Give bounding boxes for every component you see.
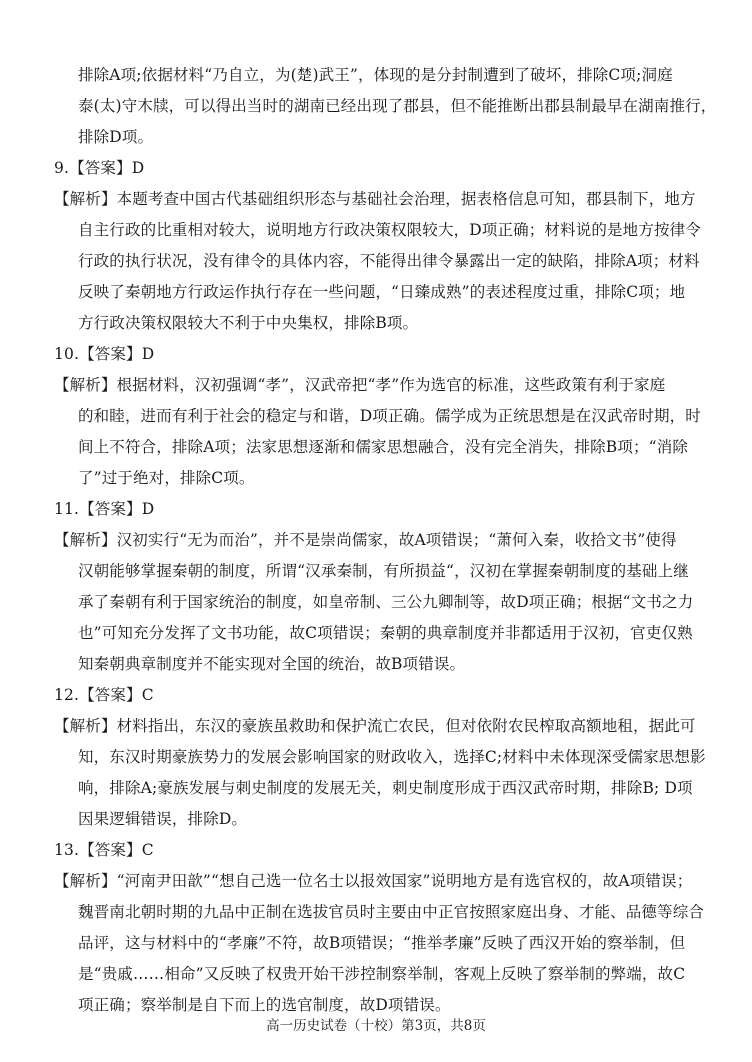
analysis-line: 【解析】汉初实行“无为而治”，并不是崇尚儒家，故A项错误；“萧何入秦，收拾文书”使得: [54, 531, 677, 549]
analysis-line: 品评，这与材料中的“孝廉”不符，故B项错误；“推举孝廉”反映了西汉开始的察举制，但: [78, 934, 686, 952]
analysis-line: 间上不符合，排除A项；法家思想逐渐和儒家思想融合，没有完全消失，排除B项；“消除: [78, 438, 689, 456]
analysis-line: 项正确；察举制是自下而上的选官制度，故D项错误。: [78, 996, 451, 1014]
answer-heading: 11.【答案】D: [54, 500, 155, 518]
analysis-line: 反映了秦朝地方行政运作执行存在一些问题，“日臻成熟”的表述程度过重，排除C项；地: [78, 283, 686, 301]
answer-heading: 9.【答案】D: [54, 159, 145, 177]
intro-line: 泰(太)守木牍，可以得出当时的湖南已经出现了郡县，但不能推断出郡县制最早在湖南推行，: [78, 97, 717, 115]
analysis-line: 响，排除A;豪族发展与刺史制度的发展无关，刺史制度形成于西汉武帝时期，排除B; D项: [78, 779, 693, 797]
analysis-line: 魏晋南北朝时期的九品中正制在选拔官员时主要由中正官按照家庭出身、才能、品德等综合: [78, 903, 705, 921]
analysis-line: 【解析】材料指出，东汉的豪族虽救助和保护流亡农民，但对依附农民榨取高额地租，据此可: [54, 717, 696, 735]
analysis-line: 了”过于绝对，排除C项。: [78, 469, 255, 487]
analysis-line: 是“贵戚……相命”又反映了权贵开始干涉控制察举制，客观上反映了察举制的弊端，故C: [78, 965, 686, 983]
analysis-line: 【解析】根据材料，汉初强调“孝”，汉武帝把“孝”作为选官的标准，这些政策有利于家庭: [54, 376, 666, 394]
analysis-line: 因果逻辑错误，排除D。: [78, 810, 248, 828]
page-footer: 高一历史试卷（十校）第3页，共8页: [266, 1018, 486, 1034]
analysis-line: 知秦朝典章制度并不能实现对全国的统治，故B项错误。: [78, 655, 466, 673]
analysis-line: 方行政决策权限较大不利于中央集权，排除B项。: [78, 314, 419, 332]
answer-heading: 12.【答案】C: [54, 686, 154, 704]
analysis-line: 行政的执行状况，没有律令的具体内容，不能得出律令暴露出一定的缺陷，排除A项；材料: [78, 252, 700, 270]
analysis-line: 知，东汉时期豪族势力的发展会影响国家的财政收入，选择C;材料中未体现深受儒家思想影: [78, 748, 706, 766]
answer-heading: 13.【答案】C: [54, 841, 154, 859]
intro-line: 排除A项;依据材料“乃自立，为(楚)武王”，体现的是分封制遭到了破坏，排除C项;洞庭: [78, 66, 673, 84]
analysis-line: 汉朝能够掌握秦朝的制度，所谓“汉承秦制，有所损益“，汉初在掌握秦朝制度的基础上继: [78, 562, 689, 580]
answer-heading: 10.【答案】D: [54, 345, 155, 363]
analysis-line: 【解析】本题考查中国古代基础组织形态与基础社会治理，据表格信息可知，郡县制下，地方: [54, 190, 696, 208]
analysis-line: 的和睦，进而有利于社会的稳定与和谐，D项正确。儒学成为正统思想是在汉武帝时期，时: [78, 407, 701, 425]
analysis-line: 自主行政的比重相对较大，说明地方行政决策权限较大，D项正确；材料说的是地方按律令: [78, 221, 701, 239]
analysis-line: 【解析】“河南尹田歆”“想自己选一位名士以报效国家”说明地方是有选官权的，故A项错误；: [54, 872, 693, 890]
analysis-line: 也”可知充分发挥了文书功能，故C项错误；秦朝的典章制度并非都适用于汉初，官吏仅熟: [78, 624, 693, 642]
analysis-line: 承了秦朝有利于国家统治的制度，如皇帝制、三公九卿制等，故D项正确；根据“文书之力: [78, 593, 694, 611]
intro-line: 排除D项。: [78, 128, 154, 146]
